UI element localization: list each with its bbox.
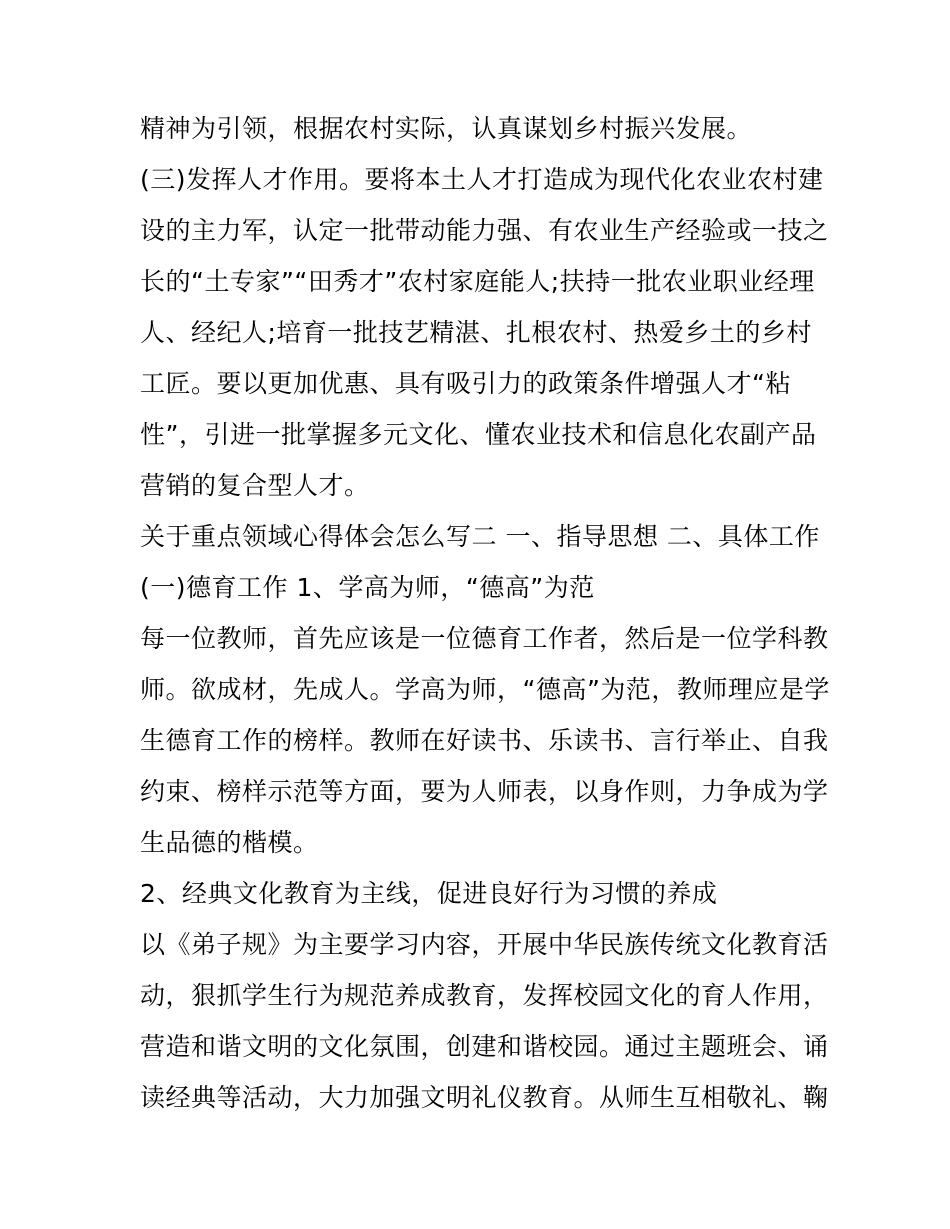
text-line: 工匠。要以更加优惠、具有吸引力的政策条件增强人才“粘 <box>140 369 791 398</box>
text-line: 2、经典文化教育为主线，促进良好行为习惯的养成 <box>140 879 718 908</box>
text-line: 精神为引领，根据农村实际，认真谋划乡村振兴发展。 <box>140 114 753 143</box>
text-line: 性”，引进一批掌握多元文化、懂农业技术和信息化农副产品 <box>140 420 817 449</box>
text-line: 关于重点领域心得体会怎么写二 一、指导思想 二、具体工作 <box>140 522 820 551</box>
text-line: 读经典等活动，大力加强文明礼仪教育。从师生互相敬礼、鞠 <box>140 1083 829 1112</box>
text-line: 长的“土专家”“田秀才”农村家庭能人;扶持一批农业职业经理 <box>140 267 815 296</box>
text-line: (三)发挥人才作用。要将本土人才打造成为现代化农业农村建 <box>140 165 824 194</box>
text-line: 生德育工作的榜样。教师在好读书、乐读书、言行举止、自我 <box>140 726 829 755</box>
text-line: 动，狠抓学生行为规范养成教育，发挥校园文化的育人作用， <box>140 981 829 1010</box>
text-line: 师。欲成材，先成人。学高为师，“德高”为范，教师理应是学 <box>140 675 830 704</box>
text-line: 每一位教师，首先应该是一位德育工作者，然后是一位学科教 <box>140 624 829 653</box>
text-line: 设的主力军，认定一批带动能力强、有农业生产经验或一技之 <box>140 216 829 245</box>
text-line: 生品德的楷模。 <box>140 828 319 857</box>
document-body <box>140 107 830 1127</box>
text-line: 营造和谐文明的文化氛围，创建和谐校园。通过主题班会、诵 <box>140 1032 829 1061</box>
text-line: 营销的复合型人才。 <box>140 471 370 500</box>
text-line: 人、经纪人;培育一批技艺精湛、扎根农村、热爱乡土的乡村 <box>140 318 812 347</box>
text-line: (一)德育工作 1、学高为师，“德高”为范 <box>140 573 595 602</box>
text-line: 以《弟子规》为主要学习内容，开展中华民族传统文化教育活 <box>140 930 829 959</box>
text-line: 约束、榜样示范等方面，要为人师表，以身作则，力争成为学 <box>140 777 829 806</box>
